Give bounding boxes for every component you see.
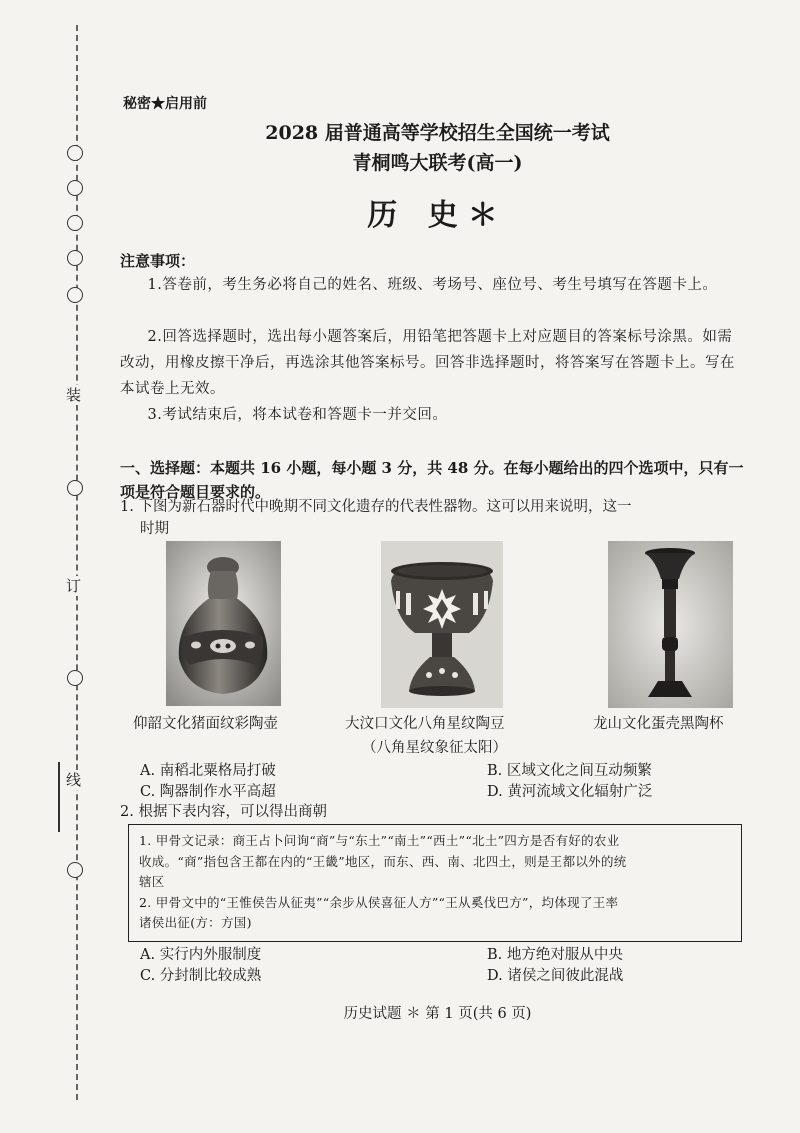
box-line: 辖区 <box>139 874 165 889</box>
subject-title: 历 史＊ <box>367 198 508 233</box>
binding-hole <box>67 670 83 686</box>
q1-option-d: D. 黄河流域文化辐射广泛 <box>487 784 653 800</box>
q1-option-c: C. 陶器制作水平高超 <box>140 784 276 800</box>
notice-item-2: 2.回答选择题时，选出每小题答案后，用铅笔把答题卡上对应题目的答案标号涂黑。如需改动，用橡皮擦干净后，再选涂其他答案标号。回答非选择题时，将答案写在答题卡上。写在本试卷上无效。 <box>120 329 735 397</box>
q1-option-a: A. 南稻北粟格局打破 <box>140 763 276 779</box>
q2-option-b: B. 地方绝对服从中央 <box>487 947 623 963</box>
notice-item-3: 3.考试结束后，将本试卷和答题卡一并交回。 <box>147 407 448 423</box>
question-2-stem: 2. 根据下表内容，可以得出商朝 <box>120 804 327 820</box>
pottery-pot-image <box>166 541 281 706</box>
page-footer: 历史试题 ＊ 第 1 页(共 6 页) <box>343 1006 532 1022</box>
confidential-label: 秘密★启用前 <box>123 96 207 112</box>
eggshell-cup-image <box>608 541 733 708</box>
binding-hole <box>67 287 83 303</box>
box-line: 诸侯出征(方：方国) <box>139 915 252 930</box>
notice-item-1: 1.答卷前，考生务必将自己的姓名、班级、考场号、座位号、考生号填写在答题卡上。 <box>147 277 718 293</box>
binding-hole <box>67 862 83 878</box>
box-line: 2. 甲骨文中的“王惟侯告从征夷”“余步从侯喜征人方”“王从奚伐巴方”，均体现了王率 <box>139 894 619 910</box>
pottery-dou-image <box>381 541 503 708</box>
image-1-caption: 仰韶文化猪面纹彩陶壶 <box>133 716 278 732</box>
question-1-stem <box>120 496 750 540</box>
image-2-caption-note: （八角星纹象征太阳） <box>362 740 507 756</box>
source-material-box <box>128 824 742 942</box>
exam-subtitle: 青桐鸣大联考(高一) <box>352 152 523 174</box>
q2-option-d: D. 诸侯之间彼此混战 <box>487 968 624 984</box>
box-line: 1. 甲骨文记录：商王占卜问询“商”与“东土”“南土”“西土”“北土”四方是否有好的农业 <box>139 833 620 848</box>
margin-mark <box>58 762 60 832</box>
q2-option-a: A. 实行内外服制度 <box>140 947 262 963</box>
section-heading: 一、选择题：本题共 16 小题，每小题 3 分，共 48 分。在每小题给出的四个选项中，只有一项是符合题目要求的。 <box>120 459 744 501</box>
binding-char-ding: 订 <box>66 577 82 595</box>
image-2-caption: 大汶口文化八角星纹陶豆 <box>345 716 505 732</box>
question-1-stem-line: 1. 下图为新石器时代中晚期不同文化遗存的代表性器物。这可以用来说明，这一 <box>120 499 632 515</box>
binding-char-zhuang: 装 <box>66 386 82 404</box>
image-3-caption: 龙山文化蛋壳黑陶杯 <box>593 716 724 732</box>
notice-heading: 注意事项： <box>120 252 196 270</box>
exam-title: 2028 届普通高等学校招生全国统一考试 <box>265 122 610 144</box>
q2-option-c: C. 分封制比较成熟 <box>140 968 262 984</box>
binding-hole <box>67 480 83 496</box>
box-line: 收成。“商”指包含王都在内的“王畿”地区，而东、西、南、北四土，则是王都以外的统 <box>139 853 627 869</box>
question-1-stem-cont: 时期 <box>140 521 169 537</box>
binding-hole <box>67 250 83 266</box>
q1-option-b: B. 区域文化之间互动频繁 <box>487 763 652 779</box>
binding-char-xian: 线 <box>66 771 82 789</box>
